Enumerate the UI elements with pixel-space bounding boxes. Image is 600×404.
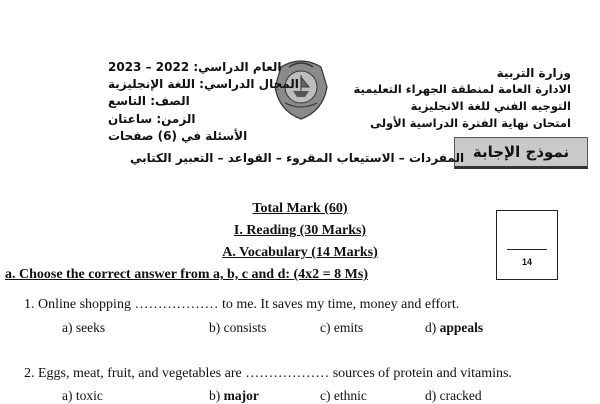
total-mark-title: Total Mark (60) [252,201,348,216]
q2-option-c: c) ethnic [320,388,367,403]
score-line [507,249,547,250]
exam-time: الزمن: ساعتان [108,112,196,126]
reading-section-title: I. Reading (30 Marks) [233,223,367,238]
q1-option-d [425,320,483,336]
grade: الصف: التاسع [108,94,190,108]
score-box [496,210,558,280]
question-2: 2. Eggs, meat, fruit, and vegetables are ……………… sources of protein and vitamins. [24,366,512,381]
q2-option-a: a) toxic [62,388,103,403]
q1-option-c: c) emits [320,320,364,335]
q1-answer: appeals [439,320,484,335]
q1-option-d-letter: d) [425,320,437,335]
supervision-name: التوجيه الفني للغة الانجليزية [410,99,571,113]
model-answer-box [454,137,588,169]
q2-option-d: d) cracked [425,388,482,403]
subject: المجال الدراسي: اللغة الإنجليزية [108,77,299,91]
question-1: 1. Online shopping ……………… to me. It saves my time, money and effort. [24,297,460,312]
q1-option-a: a) seeks [62,320,106,335]
school-year: العام الدراسي: 2022 – 2023 [108,60,282,74]
q2-answer: major [223,388,259,403]
q2-option-b-letter: b) [209,388,221,403]
skills-line: المفردات – الاستيعاب المقروء – القواعد – التعبير الكتابي [130,151,465,165]
pages-count: الأسئلة في (6) صفحات [108,129,248,143]
score-total: 14 [521,257,532,267]
ministry-name: وزارة التربية [496,66,571,80]
vocabulary-section-title: A. Vocabulary (14 Marks) [222,245,378,260]
exam-name: امتحان نهاية الفترة الدراسية الأولى [370,116,571,130]
q1-option-b: b) consists [209,320,267,335]
directorate-name: الادارة العامة لمنطقة الجهراء التعليمية [353,82,571,96]
model-answer-label: نموذج الإجابة [472,143,570,161]
instruction: a. Choose the correct answer from a, b, c and d: (4x2 = 8 Ms) [5,267,368,282]
